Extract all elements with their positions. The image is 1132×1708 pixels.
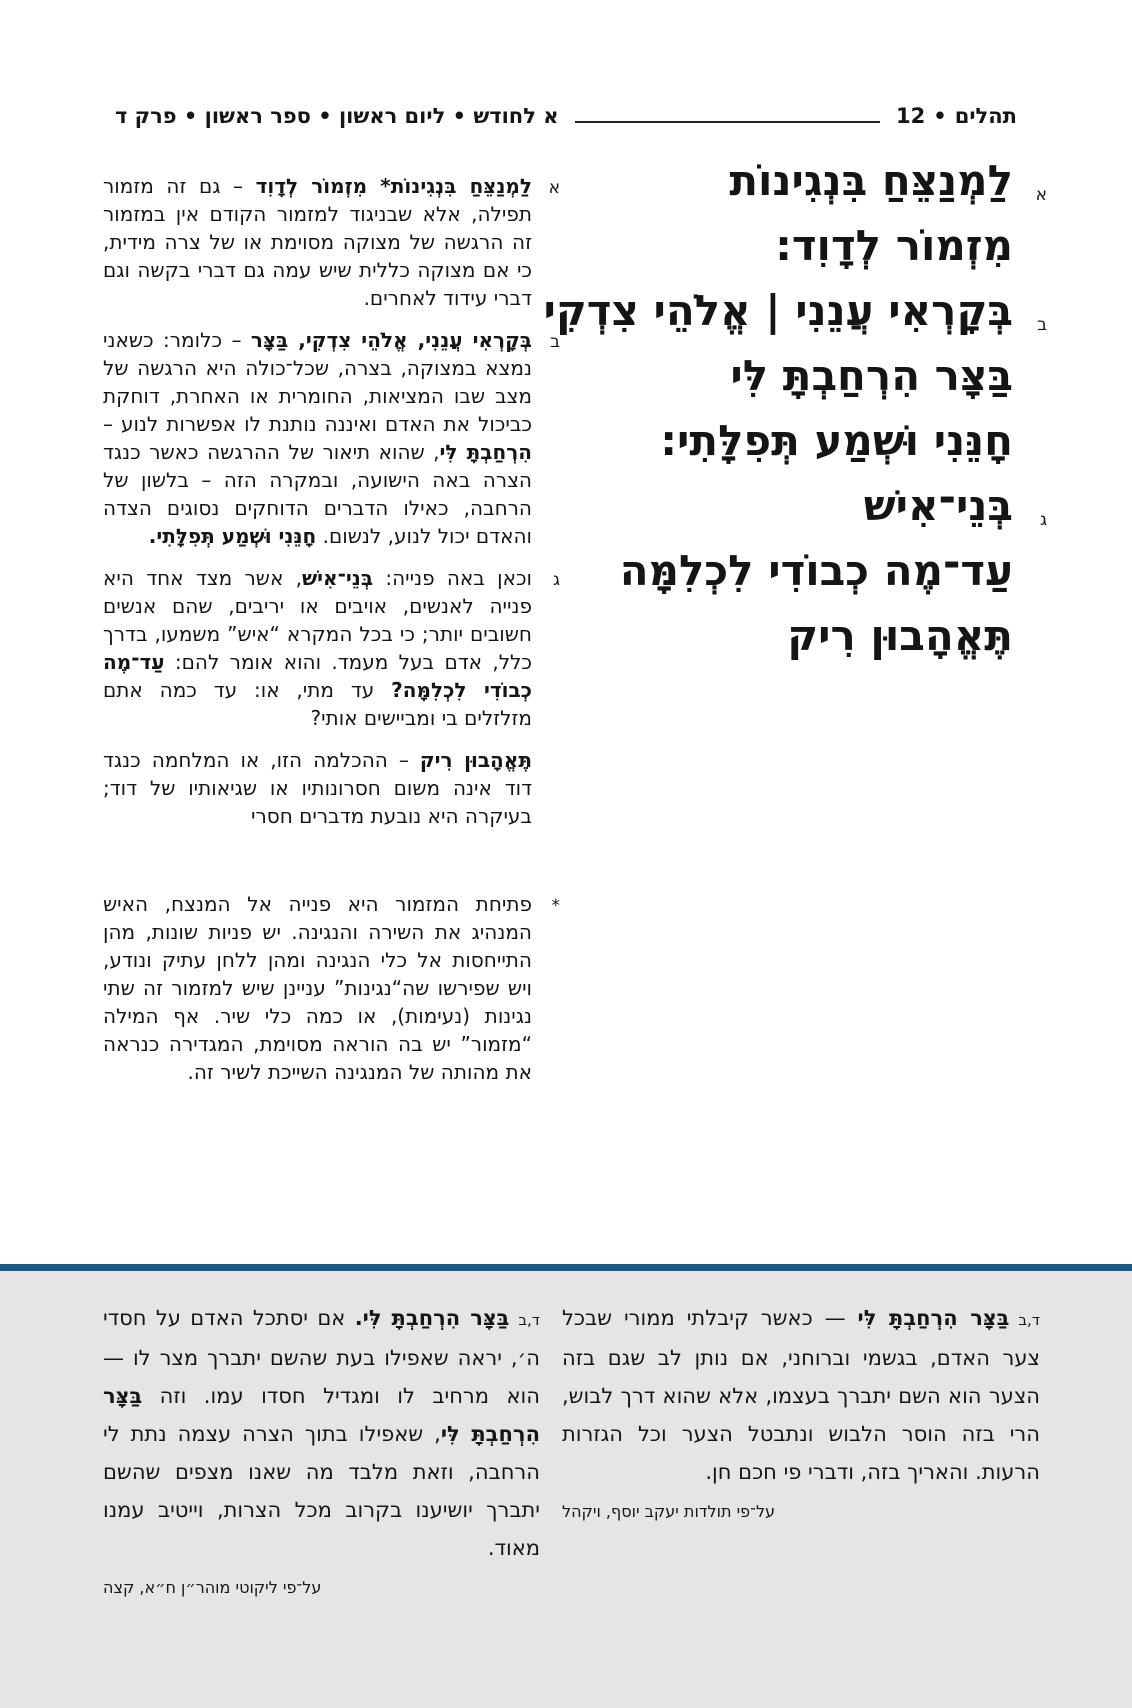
commentary-text-4: תֶּאֱהָבוּן רִיק – ההכלמה הזו, או המלחמה כנגד דוד אינה משום חסרונותיו או שגיאותיו של דוד; בעיקרה היא נובעת מדברים חסרי xyxy=(103,748,532,828)
hasidut-right-text: בַּצָּר הִרְחַבְתָּ לִּי — כאשר קיבלתי ממורי שבכל צער האדם, בגשמי וברוחני, אם נותן לב שגם בזה הצער הוא השם יתברך בעצמו, אלא שהוא דרך לבוש, הרי בזה הוסר הלבוש ונתבטל הצער וכל הגזרות הרעות. והאריך בזה, ודברי פי חכם חן. xyxy=(562,1306,1040,1484)
header-rule xyxy=(575,121,880,123)
verse-line: חָנֵּנִי וּשְׁמַע תְּפִלָּתִי: xyxy=(660,416,1013,465)
footnote-text: פתיחת המזמור היא פנייה אל המנצח, האיש המנהיג את השירה והנגינה. יש פניות שונות, מהן התייחסות אל כלי הנגינה ומהן ללחן עתיק ונודע, ויש שפירשו שה“נגינות” עניינן שיש למזמור זה שתי נגינות (נעימות), או כמה כלי שיר. אף המילה “מזמור” יש בה הוראה מסוימת, המגדירה כנראה את מהותה של המנגינה השייכת לשיר זה. xyxy=(103,892,532,1084)
verse-line: מִזְמוֹר לְדָוִד: xyxy=(775,221,1013,270)
page-header xyxy=(115,104,1017,128)
commentary-paragraph-3 xyxy=(103,564,560,732)
hasidut-left-column xyxy=(103,1299,540,1599)
header-separator-dot: • xyxy=(933,104,947,128)
commentary-text-1: לַמְנַצֵּחַ בִּנְגִינוֹת* מִזְמוֹר לְדָוִד – גם זה מזמור תפילה, אלא שבניגוד למזמור הקודם אין במזמור זה הרגשה של מצוקה מסוימת או של צרה מידית, כי אם מצוקה כללית שיש עמה גם דברי בקשה וגם דברי עידוד לאחרים. xyxy=(103,174,533,310)
footnote-asterisk-marker: * xyxy=(551,896,560,916)
hasidut-left-attribution: על־פי ליקוטי מוהר״ן ח״א, קצה xyxy=(103,1578,322,1597)
commentary-paragraph-2 xyxy=(103,326,560,550)
verse-3-marker: ג xyxy=(1039,510,1047,530)
hasidut-right-paragraph xyxy=(562,1299,1040,1491)
hasidut-right-column xyxy=(562,1299,1040,1523)
header-page-number: 12 xyxy=(896,104,926,128)
header-book-group xyxy=(896,104,1017,128)
verse-1 xyxy=(473,148,1047,278)
commentary-marker-3: ג xyxy=(552,570,560,590)
hasidut-left-verse-ref: ד,ב xyxy=(518,1311,540,1329)
verse-2 xyxy=(473,278,1047,473)
verse-line: בַּצָּר הִרְחַבְתָּ לִּי xyxy=(730,351,1013,400)
verse-line: בְּנֵי־אִישׁ xyxy=(863,481,1013,530)
footnote-paragraph xyxy=(103,890,560,1086)
commentary-text-3: וכאן באה פנייה: בְּנֵי־אִישׁ, אשר מצד אחד היא פנייה לאנשים, אויבים או יריבים, שהם אנשים חשובים יותר; כי בכל המקרא “איש” משמעו, בדרך כלל, אדם בעל מעמד. והוא אומר להם: עַד־מֶה כְבוֹדִי לִכְלִמָּה? עד מתי, או: עד כמה אתם מזלזלים בי ומביישים אותי? xyxy=(103,566,532,730)
commentary-paragraph-4 xyxy=(103,746,532,830)
commentary-column xyxy=(103,172,560,1100)
hasidut-left-text: בַּצָּר הִרְחַבְתָּ לִּי. אם יסתכל האדם על חסדי ה׳, יראה שאפילו בעת שהשם יתברך מצר לו — הוא מרחיב לו ומגדיל חסדו עמו. וזה בַּצָּר הִרְחַבְתָּ לִּי, שאפילו בתוך הצרה עצמה נתת לי הרחבה, וזאת מלבד מה שאנו מצפים שהשם יתברך יושיענו בקרוב מכל הצרות, וייטיב עמנו מאוד. xyxy=(103,1306,540,1560)
header-book-title: תהלים xyxy=(954,104,1017,128)
hasidut-left-paragraph xyxy=(103,1299,540,1567)
section-divider-line xyxy=(0,1264,1132,1271)
verse-2-marker: ב xyxy=(1037,315,1047,335)
commentary-marker-1: א xyxy=(548,178,560,198)
verse-1-marker: א xyxy=(1035,185,1047,205)
verse-line: לַמְנַצֵּחַ בִּנְגִינוֹת xyxy=(729,156,1013,205)
verse-line: עַד־מֶה כְבוֹדִי לִכְלִמָּה xyxy=(619,546,1013,595)
hasidut-right-attribution: על־פי תולדות יעקב יוסף, ויקהל xyxy=(562,1502,776,1521)
commentary-paragraph-1 xyxy=(103,172,560,312)
verse-line: תֶּאֱהָבוּן רִיק xyxy=(787,611,1013,660)
header-section-info: א לחודש • ליום ראשון • ספר ראשון • פרק ד xyxy=(115,104,559,128)
verse-line: בְּקָרְאִי עֲנֵנִי | אֱלֹהֵי צִדְקִי xyxy=(543,286,1013,335)
hasidut-band xyxy=(0,1271,1132,1708)
commentary-text-2: בְּקָרְאִי עֲנֵנִי, אֱלֹהֵי צִדְקִי, בַּצָּר – כלומר: כשאני נמצא במצוקה, בצרה, שכל־כולה היא הרגשה של מצב שבו המציאות, החומרית או האחרת, דוחקת כביכול את האדם ואיננה נותנת לו אפשרות לנוע – הִרְחַבְתָּ לִּי, שהוא תיאור של ההרגשה כאשר כנגד הצרה באה הישועה, ובמקרה הזה – בלשון של הרחבה, כאילו הדברים הדוחקים נסוגים הצדה והאדם יכול לנוע, לנשום. חָנֵּנִי וּשְׁמַע תְּפִלָּתִי. xyxy=(103,328,532,548)
hasidut-right-verse-ref: ד,ב xyxy=(1018,1311,1040,1329)
commentary-marker-2: ב xyxy=(550,332,560,352)
